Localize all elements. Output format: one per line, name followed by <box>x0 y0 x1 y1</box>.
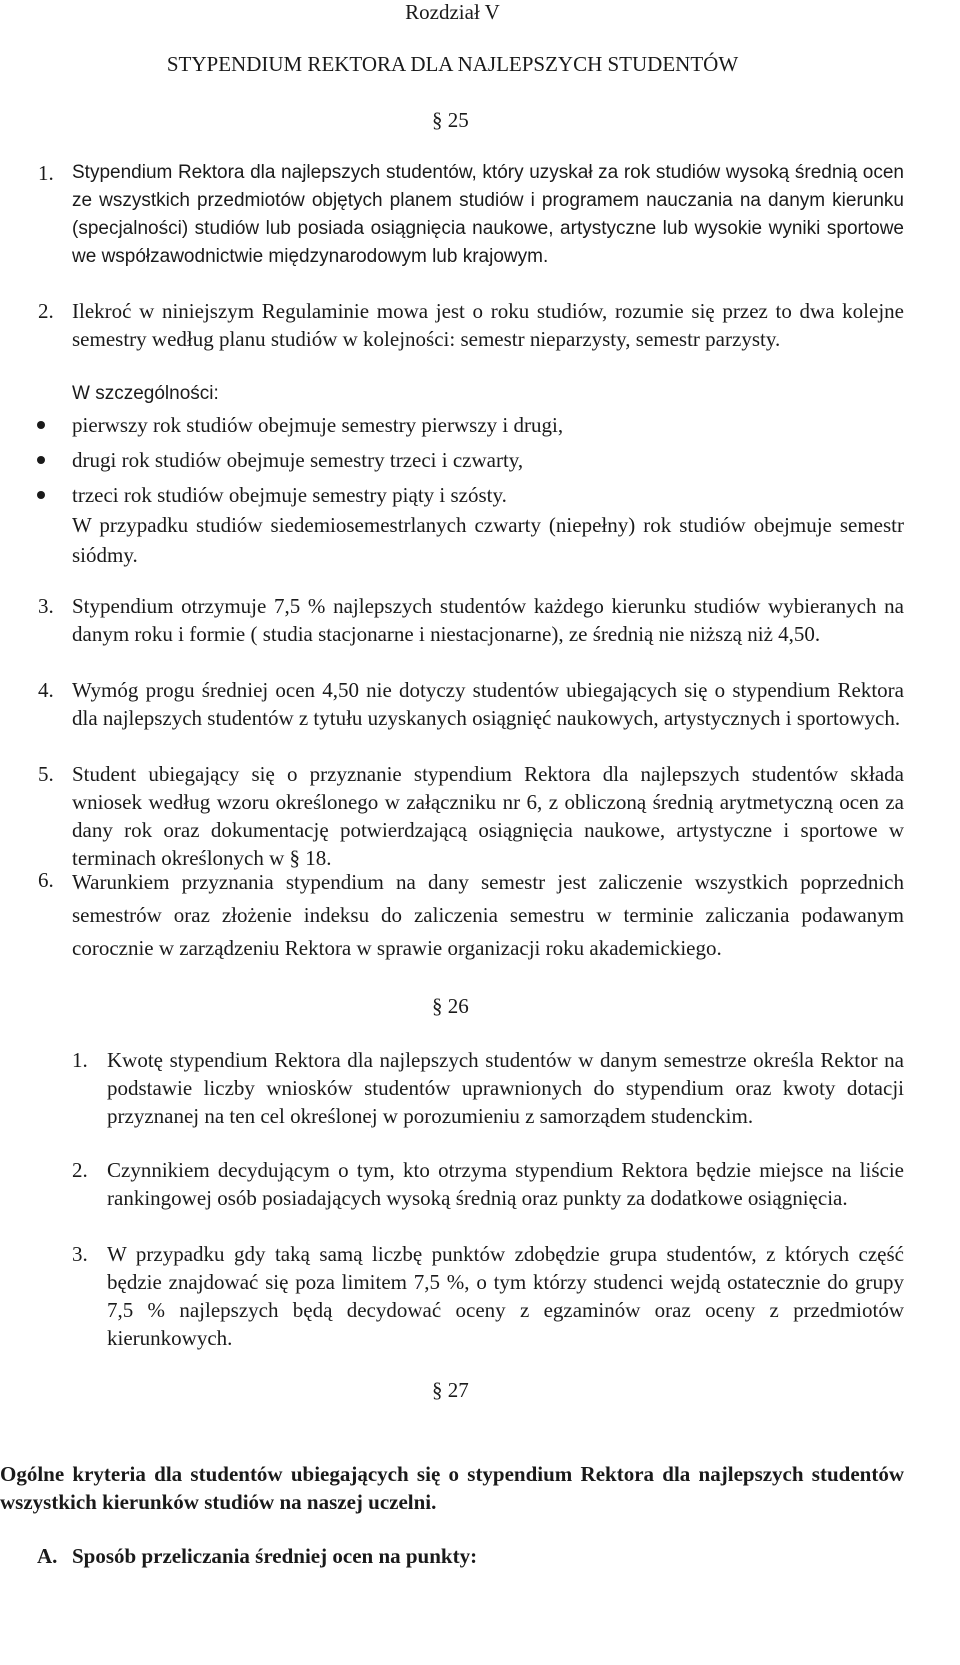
s25-item-1-number: 1. <box>38 161 54 185</box>
s25-item-2-text: Ilekroć w niniejszym Regulaminie mowa jest o roku studiów, rozumie się przez to dwa kolejne semestry według planu studiów w kolejności: semestr nieparzysty, semestr parzysty. <box>72 299 904 351</box>
criteria-heading: Ogólne kryteria dla studentów ubiegających się o stypendium Rektora dla najlepszych studentów wszystkich kierunków studiów na naszej uczelni. <box>0 1462 904 1514</box>
section-symbol: § <box>432 1378 443 1402</box>
s26-item-2-number: 2. <box>72 1158 88 1182</box>
s26-item-2-text: Czynnikiem decydującym o tym, kto otrzyma stypendium Rektora będzie miejsce na liście rankingowej osób posiadających wysoką średnią oraz punkty za dodatkowe osiągnięcia. <box>107 1158 904 1210</box>
in-particular-label: W szczególności: <box>72 383 219 404</box>
s25-item-6-text: Warunkiem przyznania stypendium na dany semestr jest zaliczenie wszystkich poprzednich semestrów oraz złożenie indeksu do zaliczenia semestru w terminie zaliczania podawanym corocznie w zarządzeniu Rektora w sprawie organizacji roku akademickiego. <box>72 870 904 960</box>
subheading-text: Sposób przeliczania średniej ocen na punkty: <box>72 1544 478 1568</box>
section-symbol: § <box>432 108 443 132</box>
s25-item-4-number: 4. <box>38 678 54 702</box>
bullet-item-2: drugi rok studiów obejmuje semestry trzeci i czwarty, <box>72 448 524 472</box>
section-number: 25 <box>447 108 469 132</box>
bullet-icon <box>37 491 45 499</box>
bullet-item-1: pierwszy rok studiów obejmuje semestry pierwszy i drugi, <box>72 413 564 437</box>
section-26-heading <box>432 992 469 1020</box>
subheading-letter: A. <box>37 1544 58 1568</box>
section-number: 27 <box>447 1378 469 1402</box>
section-symbol: § <box>432 994 443 1018</box>
section-27-heading <box>432 1376 469 1404</box>
bullet-icon <box>37 421 45 429</box>
s26-item-3-text: W przypadku gdy taką samą liczbę punktów zdobędzie grupa studentów, z których część będzie znajdować się poza limitem 7,5 %, o tym którzy studenci wejdą ostatecznie do grupy 7,5 % najlepszych będą decydować oceny z egzaminów oraz oceny z przedmiotów kierunkowych. <box>107 1242 904 1350</box>
section-number: 26 <box>447 994 469 1018</box>
s26-item-1-text: Kwotę stypendium Rektora dla najlepszych studentów w danym semestrze określa Rektor na podstawie liczby wniosków studentów uprawnionych do stypendium oraz kwoty dotacji przyznanej na ten cel określonej w porozumieniu z samorządem studenckim. <box>107 1048 904 1128</box>
s25-item-3-text: Stypendium otrzymuje 7,5 % najlepszych studentów każdego kierunku studiów wybieranych na danym roku i formie ( studia stacjonarne i niestacjonarne), ze średnią nie niższą niż 4,50. <box>72 594 904 646</box>
chapter-title: STYPENDIUM REKTORA DLA NAJLEPSZYCH STUDENTÓW <box>166 52 739 76</box>
seven-semester-note: W przypadku studiów siedemiosemestrlanych czwarty (niepełny) rok studiów obejmuje semestr siódmy. <box>72 513 904 567</box>
s26-item-1-number: 1. <box>72 1048 88 1072</box>
chapter-label: Rozdział V <box>405 0 500 24</box>
s25-item-3-number: 3. <box>38 594 54 618</box>
s25-item-6-number: 6. <box>38 868 54 892</box>
s25-item-5-text: Student ubiegający się o przyznanie stypendium Rektora dla najlepszych studentów składa wniosek według wzoru określonego w załączniku nr 6, z obliczoną średnią arytmetyczną ocen za dany rok oraz dokumentację potwierdzającą osiągnięcia naukowe, artystyczne i sportowe w terminach określonych w § 18. <box>72 762 904 870</box>
bullet-icon <box>37 456 45 464</box>
section-25-heading <box>432 106 469 134</box>
s25-item-5-number: 5. <box>38 762 54 786</box>
s25-item-1-text: Stypendium Rektora dla najlepszych studentów, który uzyskał za rok studiów wysoką średnią ocen ze wszystkich przedmiotów objętych planem studiów i programem nauczania na danym kierunku (specjalności) studiów lub posiada osiągnięcia naukowe, artystyczne lub wysokie wyniki sportowe we współzawodnictwie międzynarodowym lub krajowym. <box>72 162 904 267</box>
s26-item-3-number: 3. <box>72 1242 88 1266</box>
bullet-item-3: trzeci rok studiów obejmuje semestry piąty i szósty. <box>72 483 507 507</box>
s25-item-2-number: 2. <box>38 299 54 323</box>
s25-item-4-text: Wymóg progu średniej ocen 4,50 nie dotyczy studentów ubiegających się o stypendium Rektora dla najlepszych studentów z tytułu uzyskanych osiągnięć naukowych, artystycznych i sportowych. <box>72 678 904 730</box>
